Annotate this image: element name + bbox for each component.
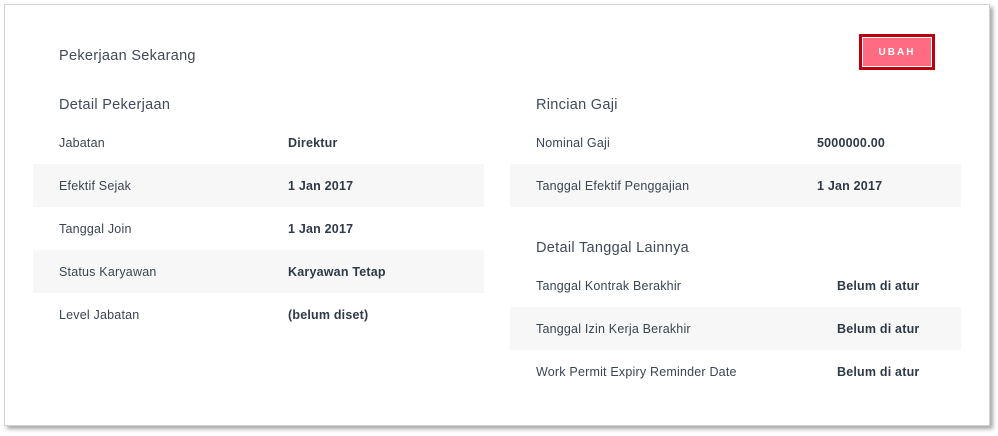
salary-row-amount [510, 121, 961, 164]
row-value: Belum di atur [837, 278, 920, 293]
row-value: Belum di atur [837, 321, 920, 336]
other-dates-list [510, 264, 961, 393]
row-value: Karyawan Tetap [288, 264, 386, 279]
row-value: 5000000.00 [817, 135, 886, 150]
job-detail-title: Detail Pekerjaan [59, 97, 171, 113]
row-value: (belum diset) [288, 307, 369, 322]
row-value: 1 Jan 2017 [288, 178, 354, 193]
row-label: Level Jabatan [59, 307, 140, 322]
edit-button-focus-ring [859, 34, 935, 70]
other-dates-title: Detail Tanggal Lainnya [536, 240, 690, 256]
row-value: Direktur [288, 135, 338, 150]
row-label: Tanggal Izin Kerja Berakhir [536, 321, 691, 336]
row-label: Jabatan [59, 135, 105, 150]
salary-title: Rincian Gaji [536, 97, 618, 113]
page-title: Pekerjaan Sekarang [59, 48, 196, 64]
row-label: Tanggal Efektif Penggajian [536, 178, 690, 193]
row-label: Nominal Gaji [536, 135, 610, 150]
job-detail-row-join-date [33, 207, 484, 250]
row-label: Efektif Sejak [59, 178, 132, 193]
row-value: 1 Jan 2017 [288, 221, 354, 236]
row-value: Belum di atur [837, 364, 920, 379]
row-label: Tanggal Kontrak Berakhir [536, 278, 682, 293]
row-value: 1 Jan 2017 [817, 178, 883, 193]
row-label: Work Permit Expiry Reminder Date [536, 364, 737, 379]
job-detail-row-effective-since [33, 164, 484, 207]
salary-list [510, 121, 961, 207]
row-label: Tanggal Join [59, 221, 132, 236]
job-detail-row-employee-status [33, 250, 484, 293]
current-job-card [4, 4, 990, 426]
other-dates-row-work-permit-end [510, 307, 961, 350]
salary-row-effective-date [510, 164, 961, 207]
job-detail-row-position [33, 121, 484, 164]
row-label: Status Karyawan [59, 264, 157, 279]
job-detail-list [33, 121, 484, 336]
other-dates-row-contract-end [510, 264, 961, 307]
edit-button[interactable]: UBAH [863, 38, 931, 66]
job-detail-row-job-level [33, 293, 484, 336]
other-dates-row-permit-reminder [510, 350, 961, 393]
